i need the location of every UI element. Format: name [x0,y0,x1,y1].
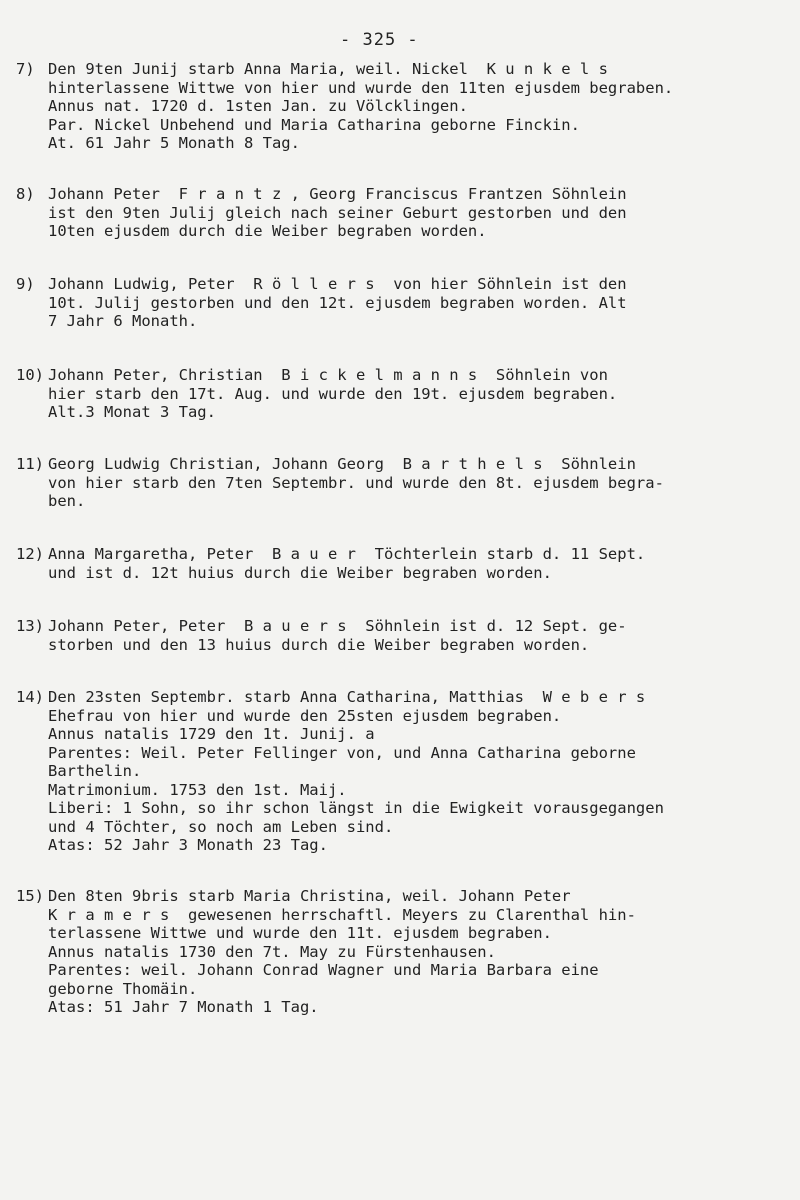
entry-line: Den 23sten Septembr. starb Anna Catharina, Matthias W e b e r s [48,688,646,706]
entry-line: von hier starb den 7ten Septembr. und wurde den 8t. ejusdem begra- [48,473,664,492]
entry-line: Atas: 52 Jahr 3 Monath 23 Tag. [48,836,328,854]
entry-line: hier starb den 17t. Aug. und wurde den 19t. ejusdem begraben. [48,384,618,403]
entry-line: Parentes: weil. Johann Conrad Wagner und Maria Barbara eine [48,961,599,979]
entry-line: Johann Peter F r a n t z , Georg Franciscus Frantzen Söhnlein [48,185,627,203]
entry-number: 8) [16,185,35,203]
entry-line: Den 8ten 9bris starb Maria Christina, weil. Johann Peter [48,887,571,905]
entry-line: Annus natalis 1729 den 1t. Junij. a [48,725,375,743]
entry-line: geborne Thomäin. [48,979,198,998]
entry-line: Johann Peter, Peter B a u e r s Söhnlein ist d. 12 Sept. ge- [48,617,627,635]
entry-number: 7) [16,60,35,78]
entry-line: Par. Nickel Unbehend und Maria Catharina geborne Finckin. [48,115,580,134]
page-number: - 325 - [340,30,419,50]
entry-line: und 4 Töchter, so noch am Leben sind. [48,817,394,836]
entry-line: ist den 9ten Julij gleich nach seiner Geburt gestorben und den [48,203,627,222]
entry-line: 7 Jahr 6 Monath. [48,312,198,330]
entry-line: Johann Ludwig, Peter R ö l l e r s von hier Söhnlein ist den [48,275,627,293]
entry-number: 14) [16,688,44,706]
entry-line: ben. [48,492,86,510]
entry-line: At. 61 Jahr 5 Monath 8 Tag. [48,134,300,152]
entry-line: 10t. Julij gestorben und den 12t. ejusdem begraben worden. Alt [48,293,627,312]
entry-number: 11) [16,455,44,473]
entry-line: terlassene Wittwe und wurde den 11t. ejusdem begraben. [48,924,552,942]
entry-line: Parentes: Weil. Peter Fellinger von, und Anna Catharina geborne [48,743,636,762]
entry-line: und ist d. 12t huius durch die Weiber begraben worden. [48,563,552,582]
entry-line: Georg Ludwig Christian, Johann Georg B a r t h e l s Söhnlein [48,455,636,473]
entry-line: Annus natalis 1730 den 7t. May zu Fürstenhausen. [48,942,496,961]
entry-number: 9) [16,275,35,293]
entry-number: 12) [16,545,44,563]
entry-line: Ehefrau von hier und wurde den 25sten ejusdem begraben. [48,706,562,725]
entry-line: Liberi: 1 Sohn, so ihr schon längst in die Ewigkeit vorausgegangen [48,799,664,817]
entry-line: hinterlassene Wittwe von hier und wurde den 11ten ejusdem begraben. [48,78,674,97]
entry-line: Atas: 51 Jahr 7 Monath 1 Tag. [48,998,319,1016]
entry-line: Johann Peter, Christian B i c k e l m a n n s Söhnlein von [48,366,608,384]
entry-line: Den 9ten Junij starb Anna Maria, weil. Nickel K u n k e l s [48,60,608,78]
entry-line: Barthelin. [48,762,142,780]
entry-number: 10) [16,366,44,384]
entry-line: Annus nat. 1720 d. 1sten Jan. zu Völcklingen. [48,97,468,115]
entry-number: 15) [16,887,44,905]
entry-line: Matrimonium. 1753 den 1st. Maij. [48,780,347,799]
entry-line: Anna Margaretha, Peter B a u e r Töchterlein starb d. 11 Sept. [48,545,646,563]
entry-line: 10ten ejusdem durch die Weiber begraben worden. [48,222,487,240]
entry-line: Alt.3 Monat 3 Tag. [48,403,216,421]
entry-number: 13) [16,617,44,635]
entry-line: K r a m e r s gewesenen herrschaftl. Meyers zu Clarenthal hin- [48,905,636,924]
entry-line: storben und den 13 huius durch die Weiber begraben worden. [48,635,590,654]
